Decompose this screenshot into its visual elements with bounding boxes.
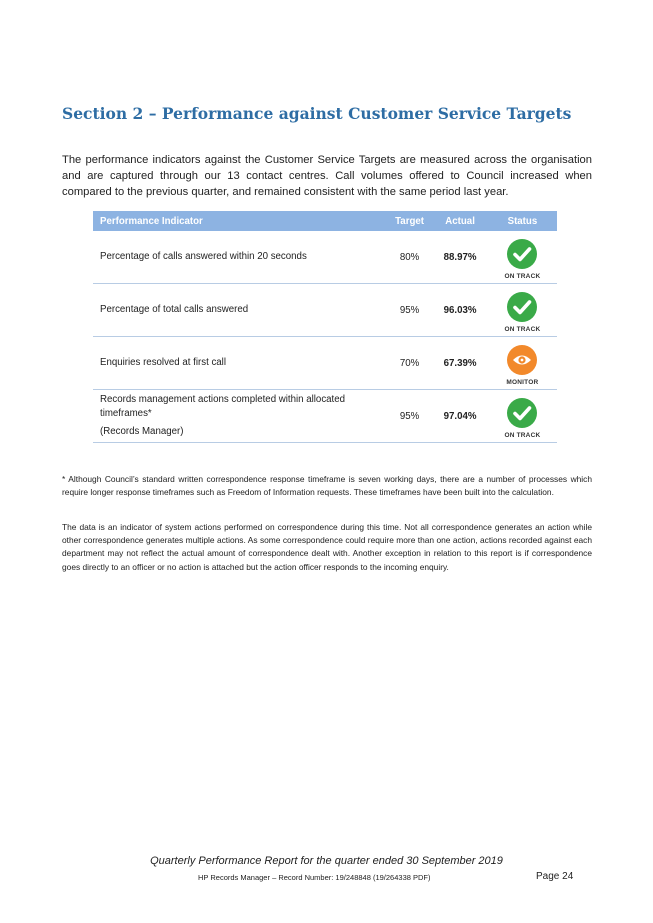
status-label: ON TRACK [504, 325, 541, 333]
table-row [93, 390, 557, 443]
indicator-sub-label: (Records Manager) [100, 426, 184, 437]
table-row [93, 284, 557, 337]
table-row [93, 337, 557, 390]
header-status: Status [488, 211, 557, 231]
checkmark-icon [506, 238, 538, 270]
target-value: 70% [387, 337, 433, 390]
footer-report-title: Quarterly Performance Report for the quarter ended 30 September 2019 [150, 855, 503, 867]
indicator-label: Percentage of calls answered within 20 seconds [100, 251, 307, 262]
performance-table [93, 211, 557, 443]
status-label: MONITOR [506, 378, 539, 386]
indicator-cell [93, 390, 387, 443]
actual-value: 88.97% [432, 231, 487, 284]
footnote-data-indicator: The data is an indicator of system actions performed on correspondence during this time. Not all correspondence generates an action while other correspondence generates multiple actions. As some correspondence could require more than one action, actions recorded against each department may not reflect the actual amount of correspondence dealt with. Another exception in relation to this report is if correspondence goes directly to an officer or no action is attached but the action officer responds to the incoming enquiry. [62, 522, 592, 572]
header-actual: Actual [432, 211, 487, 231]
status-label: ON TRACK [504, 272, 541, 280]
actual-value: 67.39% [432, 337, 487, 390]
section-heading: Section 2 – Performance against Customer Service Targets [62, 104, 572, 123]
page-number: Page 24 [536, 871, 574, 882]
checkmark-icon [506, 291, 538, 323]
footnote-timeframe: * Although Council’s standard written correspondence response timeframe is seven working days, there are a number of processes which require longer response timeframes such as Freedom of Information requests. These timeframes have been built into the calculation. [62, 474, 592, 498]
eye-icon [506, 344, 538, 376]
indicator-label: Percentage of total calls answered [100, 304, 249, 315]
header-target: Target [387, 211, 433, 231]
indicator-cell [93, 337, 387, 390]
indicator-label: Enquiries resolved at first call [100, 357, 226, 368]
table-row [93, 231, 557, 284]
actual-value: 96.03% [432, 284, 487, 337]
actual-value: 97.04% [432, 390, 487, 443]
status-cell [488, 284, 557, 337]
status-cell [488, 390, 557, 443]
footer-record-number: HP Records Manager – Record Number: 19/248848 (19/264338 PDF) [198, 873, 431, 882]
indicator-cell [93, 284, 387, 337]
header-indicator: Performance Indicator [93, 211, 387, 231]
target-value: 95% [387, 390, 433, 443]
intro-paragraph: The performance indicators against the Customer Service Targets are measured across the organisation and are captured through our 13 contact centres. Call volumes offered to Council increased when compared to the previous quarter, and remained consistent with the same period last year. [62, 154, 592, 198]
indicator-label: Records management actions completed within allocated timeframes* [100, 394, 346, 419]
checkmark-icon [506, 397, 538, 429]
status-label: ON TRACK [504, 431, 541, 439]
target-value: 80% [387, 231, 433, 284]
target-value: 95% [387, 284, 433, 337]
status-cell [488, 337, 557, 390]
status-cell [488, 231, 557, 284]
indicator-cell [93, 231, 387, 284]
table-header-row [93, 211, 557, 231]
